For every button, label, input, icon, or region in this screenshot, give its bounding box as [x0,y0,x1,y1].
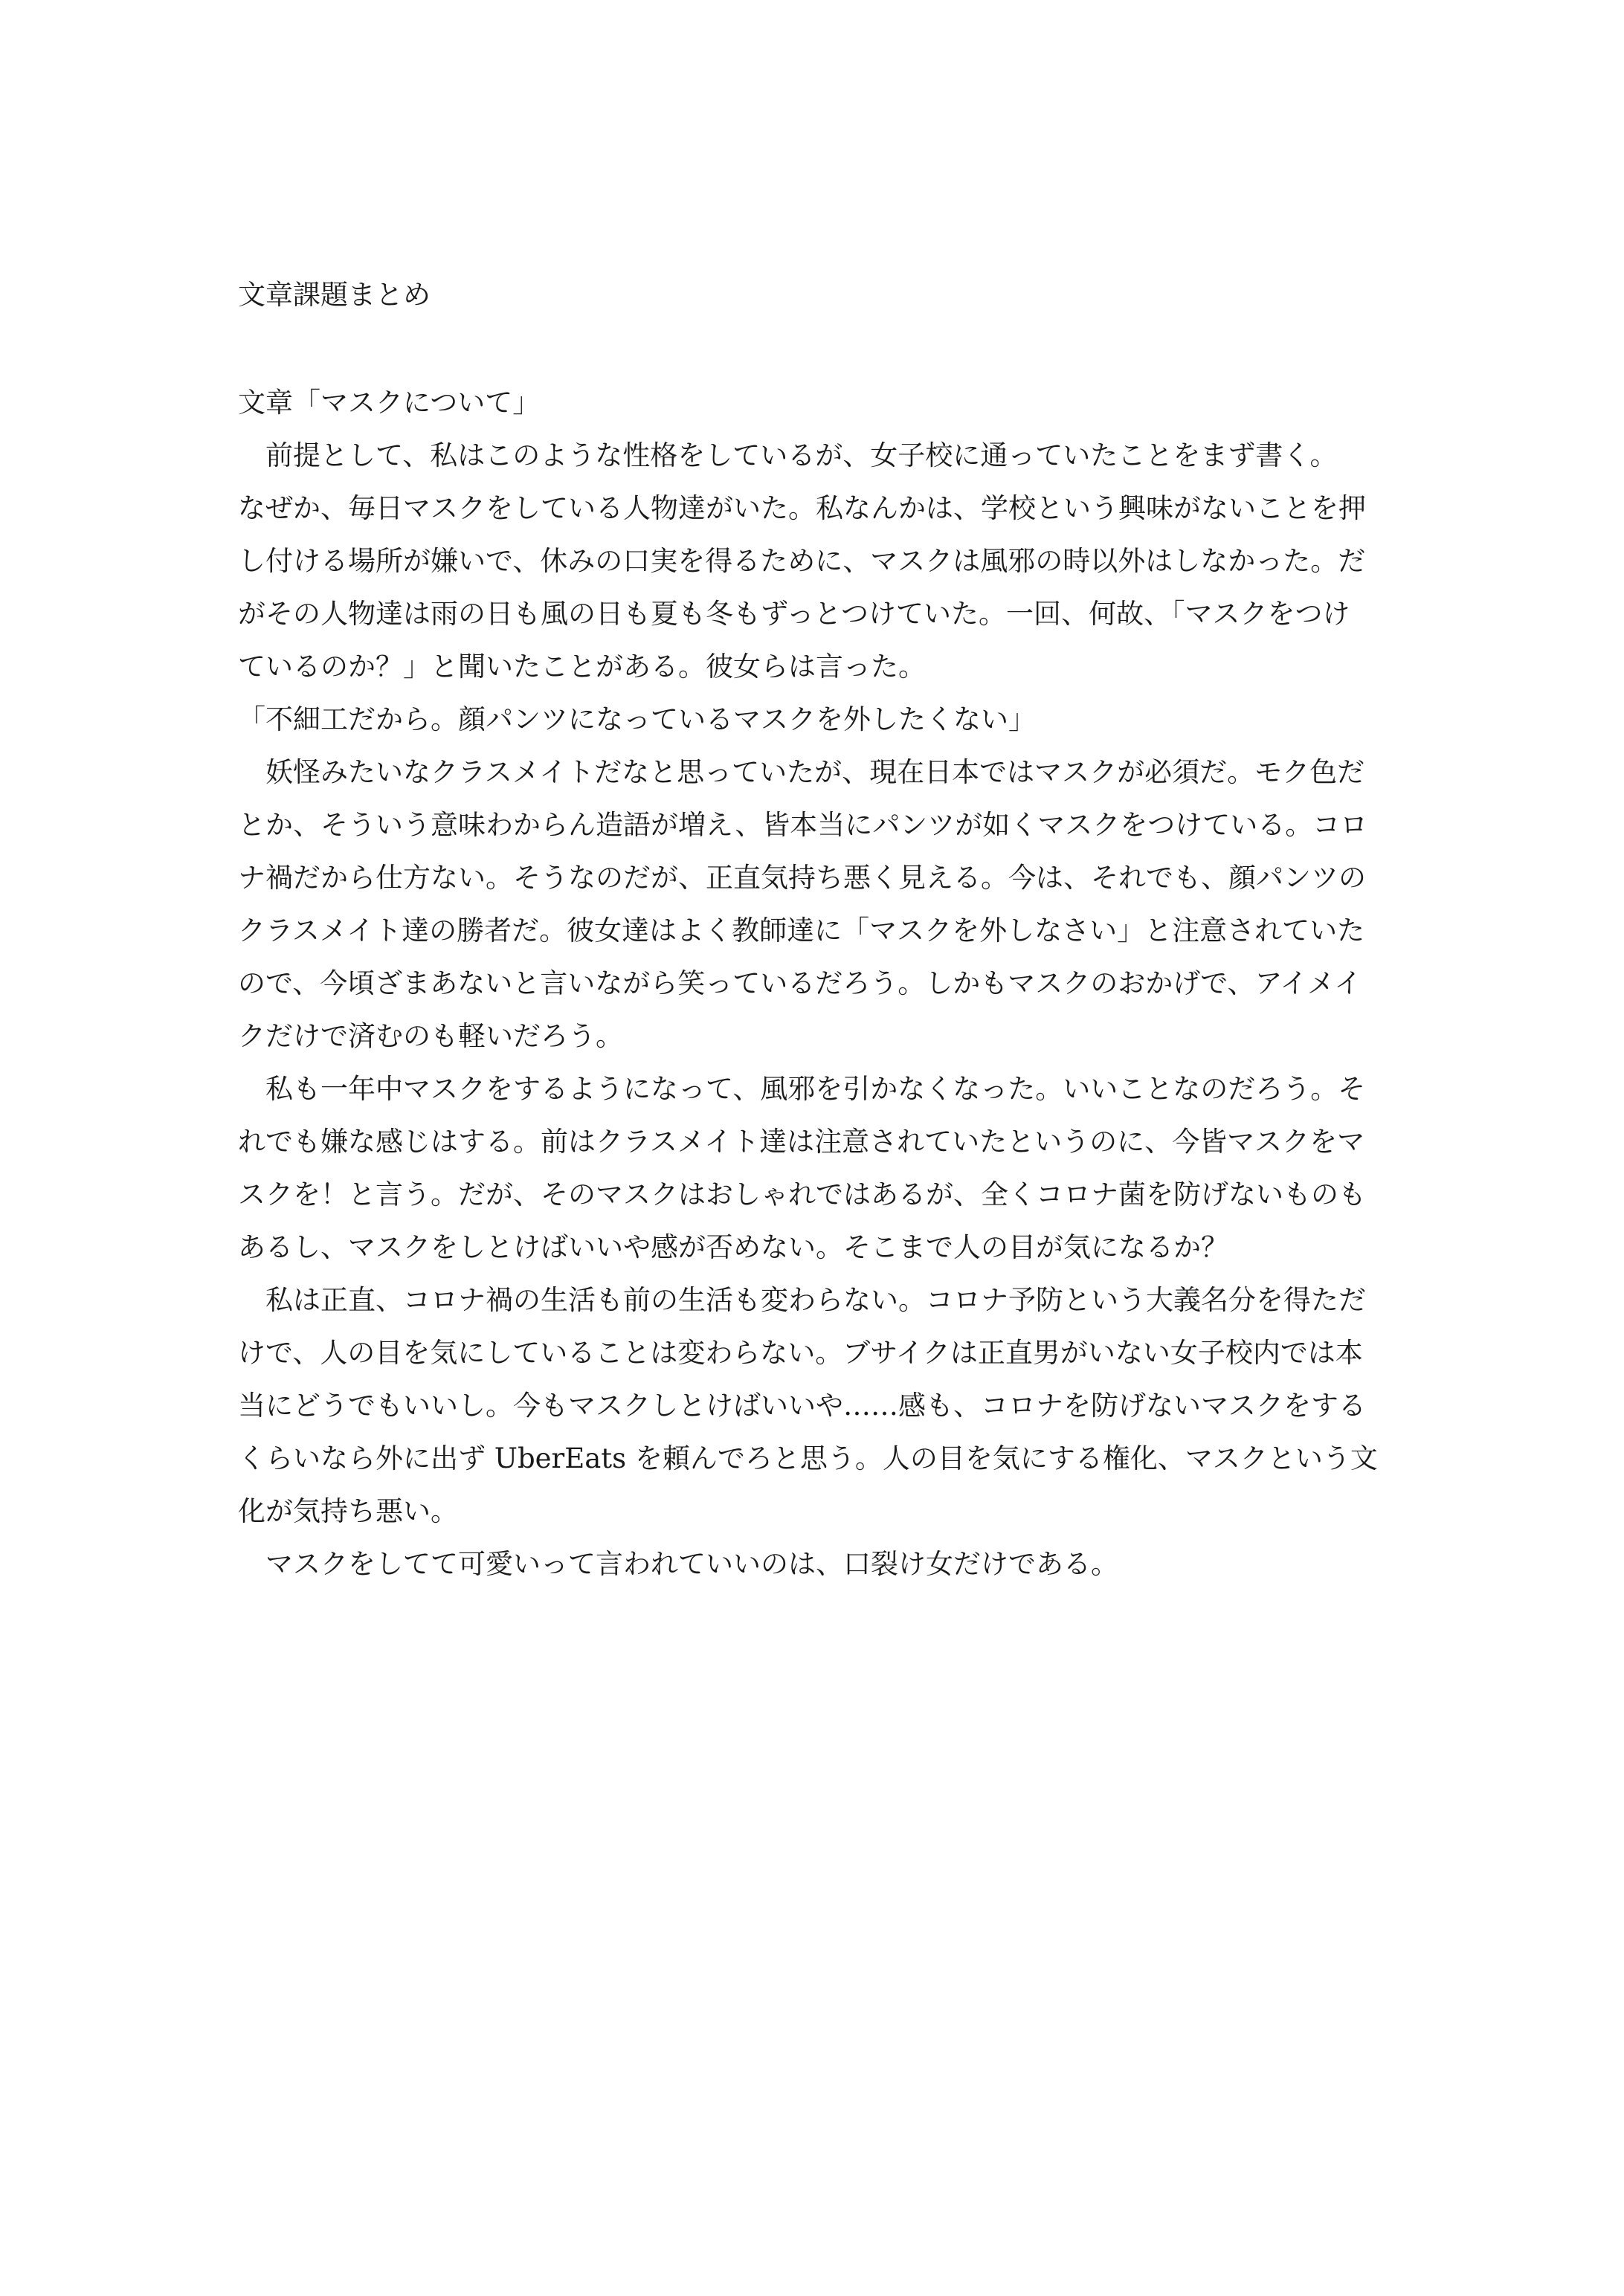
text-line: 当にどうでもいいし。今もマスクしとけばいいや……感も、コロナを防げないマスクをする [238,1390,1366,1422]
document-body [238,376,1413,1590]
text-line: し付ける場所が嫌いで、休みの口実を得るために、マスクは風邪の時以外はしなかった。だ [238,545,1366,577]
essay-heading: 文章「マスクについて」 [238,387,541,419]
text-line: スクを！と言う。だが、そのマスクはおしゃれではあるが、全くコロナ菌を防げないものも [238,1178,1366,1210]
text-line: 「不細工だから。顔パンツになっているマスクを外したくない」 [238,703,1036,735]
text-line: ナ禍だから仕方ない。そうなのだが、正直気持ち悪く見える。今は、それでも、顔パンツの [238,862,1366,894]
text-line: 化が気持ち悪い。 [238,1495,458,1527]
text-line: ので、今頃ざまあないと言いながら笑っているだろう。しかもマスクのおかげで、アイメイ [238,967,1362,999]
document-title: 文章課題まとめ [238,279,431,311]
text-line: マスクをしてて可愛いって言われていいのは、口裂け女だけである。 [238,1548,1118,1580]
text-line: 妖怪みたいなクラスメイトだなと思っていたが、現在日本ではマスクが必須だ。モク色だ [238,756,1365,788]
text-line: なぜか、毎日マスクをしている人物達がいた。私なんかは、学校という興味がないことを押 [238,492,1366,524]
text-line: 私も一年中マスクをするようになって、風邪を引かなくなった。いいことなのだろう。そ [238,1073,1366,1105]
text-line: あるし、マスクをしとけばいいや感が否めない。そこまで人の目が気になるか？ [238,1231,1228,1263]
text-line: けで、人の目を気にしていることは変わらない。ブサイクは正直男がいない女子校内では本 [238,1337,1363,1369]
text-line: 私は正直、コロナ禍の生活も前の生活も変わらない。コロナ予防という大義名分を得ただ [238,1284,1366,1316]
text-line: クだけで済むのも軽いだろう。 [238,1020,623,1052]
text-line: がその人物達は雨の日も風の日も夏も冬もずっとつけていた。一回、何故、「マスクをつけ [238,598,1350,630]
text-line: れでも嫌な感じはする。前はクラスメイト達は注意されていたというのに、今皆マスクをマ [238,1126,1365,1158]
text-line: クラスメイト達の勝者だ。彼女達はよく教師達に「マスクを外しなさい」と注意されていた [238,915,1365,947]
text-line: ているのか？」と聞いたことがある。彼女らは言った。 [238,651,926,683]
text-line: 前提として、私はこのような性格をしているが、女子校に通っていたことをまず書く。 [238,439,1338,471]
text-line: とか、そういう意味わからん造語が増え、皆本当にパンツが如くマスクをつけている。コロ [238,809,1368,841]
text-line: くらいなら外に出ず UberEats を頼んでろと思う。人の目を気にする権化、マスクという文 [238,1442,1378,1474]
